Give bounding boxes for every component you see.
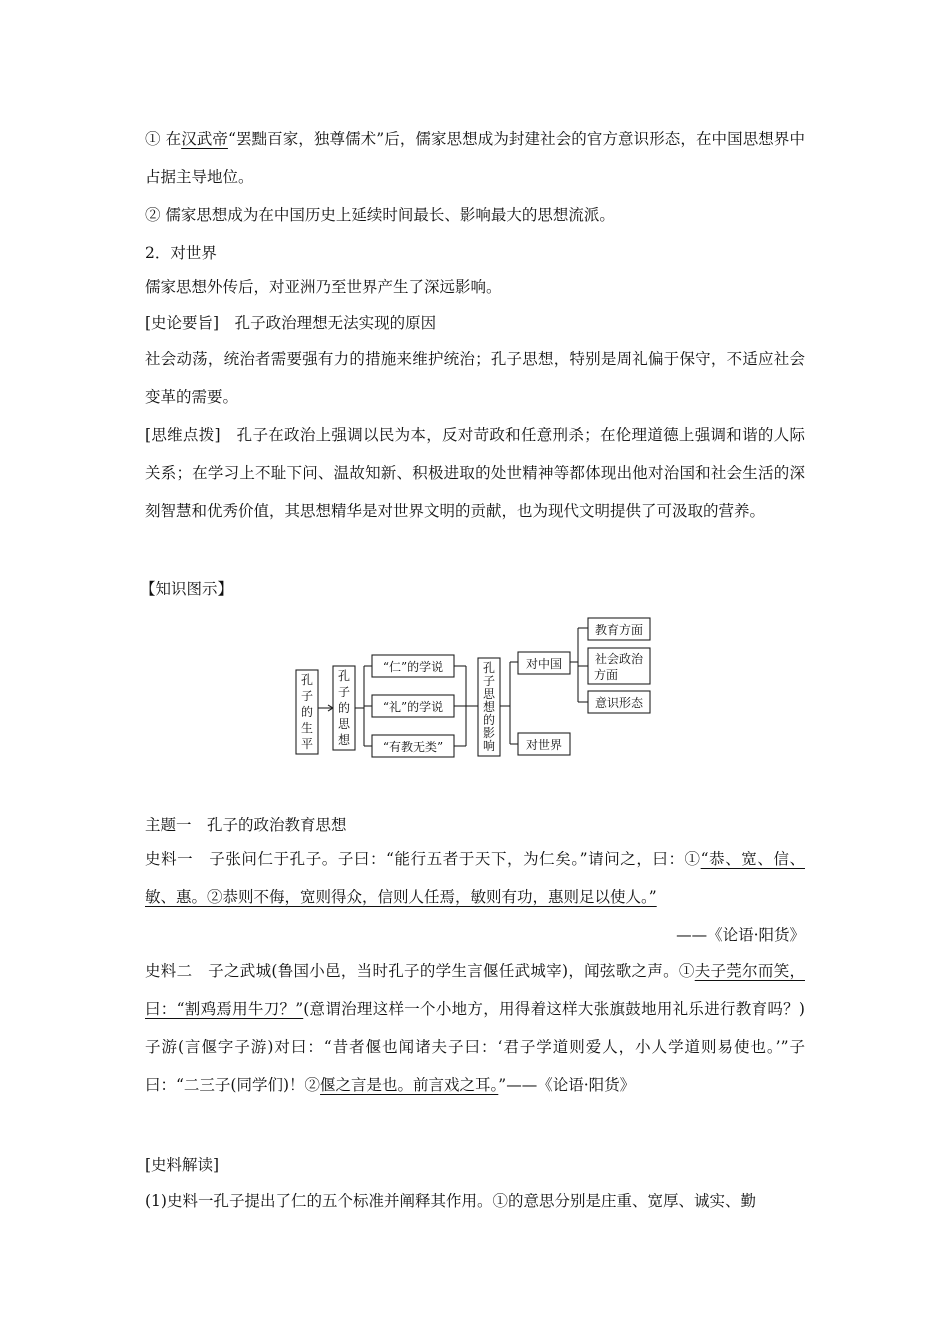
svg-text:响: 响 [482, 739, 496, 753]
svg-text:孔: 孔 [300, 673, 314, 687]
svg-text:子: 子 [337, 685, 351, 699]
svg-text:平: 平 [300, 737, 314, 751]
paragraph-world-influence: 儒家思想外传后，对亚洲乃至世界产生了深远影响。 [145, 278, 502, 296]
svg-text:想: 想 [482, 700, 496, 714]
node-ideology-label: 意识形态 [594, 696, 644, 710]
shilun-title: [史论要旨] 孔子政治理想无法实现的原因 [145, 314, 437, 332]
siwei-paragraph: [思维点拨] 孔子在政治上强调以民为本，反对苛政和任意刑杀；在伦理道德上强调和谐的人际关系；在学习上不耻下问、温故知新、积极进取的处世精神等都体现出他对治国和社会生活的深刻智慧和优秀价值，其思想精华是对世界文明的贡献，也为现代文明提供了可汲取的营养。 [145, 426, 805, 520]
svg-text:的: 的 [337, 701, 351, 715]
svg-text:的: 的 [482, 713, 496, 727]
svg-text:影: 影 [482, 726, 496, 740]
svg-text:子: 子 [300, 689, 314, 703]
node-education-label: 教育方面 [594, 623, 644, 637]
source-one: 史料一 子张问仁于孔子。子曰：“能行五者于天下，为仁矣。”请问之，曰：①“恭、宽、信、敏、惠。②恭则不侮，宽则得众，信则人任焉，敏则有功，惠则足以使人。” [145, 850, 805, 906]
node-to-china-label: 对中国 [525, 657, 563, 671]
svg-text:子: 子 [482, 674, 496, 688]
svg-text:思: 思 [337, 717, 351, 731]
topic-one-heading: 主题一 孔子的政治教育思想 [145, 816, 347, 834]
svg-text:孔: 孔 [337, 669, 351, 683]
node-confucius-thought-text [338, 668, 351, 747]
source-one-citation: ——《论语·阳货》 [676, 926, 805, 944]
link-han-wudi: 汉武帝 [181, 130, 228, 148]
node-confucius-life-text [301, 672, 313, 751]
knowledge-diagram-title: 【知识图示】 [140, 580, 234, 598]
svg-text:生: 生 [300, 721, 314, 735]
node-li-label: “礼”的学说 [382, 700, 444, 714]
svg-text:孔: 孔 [482, 661, 496, 675]
knowledge-diagram [0, 600, 950, 800]
paragraph-longest-school: ② 儒家思想成为在中国历史上延续时间最长、影响最大的思想流派。 [145, 206, 615, 224]
node-social-politics-label-1: 社会政治 [594, 652, 644, 666]
node-youjiao-label: “有教无类” [382, 740, 444, 754]
svg-text:的: 的 [300, 705, 314, 719]
svg-text:思: 思 [482, 687, 496, 701]
paragraph-confucian-official: ① 在汉武帝“罢黜百家，独尊儒术”后，儒家思想成为封建社会的官方意识形态，在中国思想界中占据主导地位。 [145, 130, 805, 186]
heading-to-world: 2．对世界 [145, 244, 217, 262]
node-to-world-label: 对世界 [525, 738, 563, 752]
node-ren-label: “仁”的学说 [382, 660, 444, 674]
node-influence-text [483, 660, 496, 753]
shilun-body: 社会动荡，统治者需要强有力的措施来维护统治；孔子思想，特别是周礼偏于保守，不适应社会变革的需要。 [145, 350, 805, 406]
svg-text:想: 想 [337, 733, 351, 747]
jiedu-title: [史料解读] [145, 1156, 220, 1174]
node-social-politics-label-2: 方面 [593, 668, 619, 682]
jiedu-paragraph-1: (1)史料一孔子提出了仁的五个标准并阐释其作用。①的意思分别是庄重、宽厚、诚实、勤 [145, 1192, 756, 1210]
source-two: 史料二 子之武城(鲁国小邑，当时孔子的学生言偃任武城宰)，闻弦歌之声。①夫子莞尔而笑，曰：“割鸡焉用牛刀？”(意谓治理这样一个小地方，用得着这样大张旗鼓地用礼乐进行教育吗？)子游(言偃字子游)对曰：“昔者偃也闻诸夫子曰：‘君子学道则爱人，小人学道则易使也。’”子曰：“二三子(同学们)！②偃之言是也。前言戏之耳。”——《论语·阳货》 [145, 962, 805, 1094]
